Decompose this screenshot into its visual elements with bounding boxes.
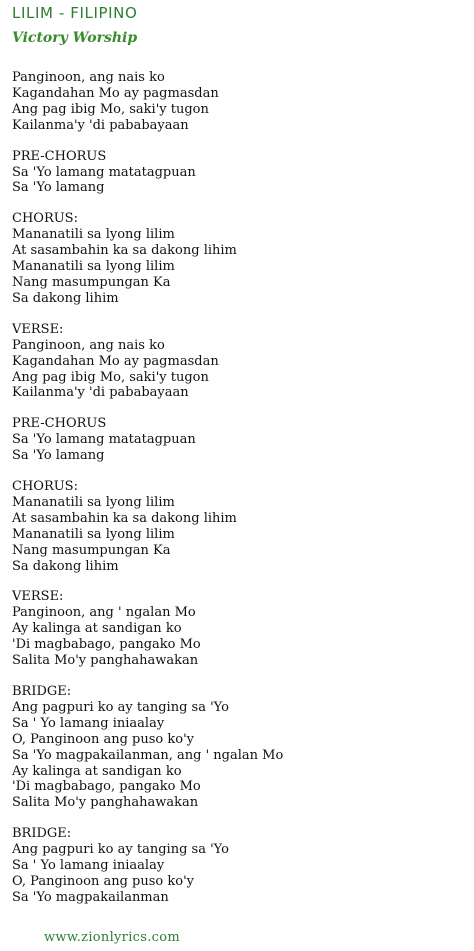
lyric-line: Sa ' Yo lamang iniaalay <box>12 715 165 731</box>
lyric-line: Sa dakong lihim <box>12 558 119 574</box>
lyric-line: Mananatili sa lyong lilim <box>12 494 175 510</box>
lyric-line: At sasambahin ka sa dakong lihim <box>12 510 237 526</box>
lyric-section <box>12 826 467 906</box>
lyric-line: VERSE: <box>12 321 64 337</box>
lyric-line: Ang pagpuri ko ay tanging sa 'Yo <box>12 699 229 715</box>
lyric-line: 'Di magbabago, pangako Mo <box>12 779 201 795</box>
lyric-line: Sa ' Yo lamang iniaalay <box>12 858 165 874</box>
lyric-line: Ang pag ibig Mo, saki'y tugon <box>12 369 209 385</box>
lyric-section <box>12 70 467 134</box>
lyric-line: O, Panginoon ang puso ko'y <box>12 731 194 747</box>
lyric-line: Panginoon, ang nais ko <box>12 337 165 353</box>
website-link[interactable]: www.zionlyrics.com <box>44 930 180 945</box>
lyric-line: At sasambahin ka sa dakong lihim <box>12 243 237 259</box>
lyric-line: Panginoon, ang ' ngalan Mo <box>12 605 196 621</box>
lyric-line: Kagandahan Mo ay pagmasdan <box>12 353 219 369</box>
lyric-section <box>12 479 467 574</box>
lyric-line: CHORUS: <box>12 479 78 495</box>
song-title: LILIM - FILIPINO <box>12 4 138 22</box>
lyric-line: Sa 'Yo magpakailanman, ang ' ngalan Mo <box>12 747 284 763</box>
lyrics-body <box>12 70 467 921</box>
lyric-line: Ang pag ibig Mo, saki'y tugon <box>12 101 209 117</box>
lyric-line: O, Panginoon ang puso ko'y <box>12 873 194 889</box>
lyric-line: Sa 'Yo lamang matatagpuan <box>12 432 196 448</box>
lyric-line: Nang masumpungan Ka <box>12 542 171 558</box>
lyric-section <box>12 149 467 197</box>
lyric-section <box>12 589 467 669</box>
lyric-line: Panginoon, ang nais ko <box>12 70 165 85</box>
lyric-line: Kailanma'y 'di pababayaan <box>12 385 189 401</box>
lyric-line: Salita Mo'y panghahawakan <box>12 653 199 669</box>
lyric-line: Nang masumpungan Ka <box>12 274 171 290</box>
lyric-line: Kagandahan Mo ay pagmasdan <box>12 85 219 101</box>
lyric-line: Sa 'Yo lamang matatagpuan <box>12 164 196 180</box>
lyric-line: PRE-CHORUS <box>12 416 107 432</box>
lyric-line: Mananatili sa lyong lilim <box>12 227 175 243</box>
lyric-line: BRIDGE: <box>12 684 72 699</box>
lyric-line: PRE-CHORUS <box>12 148 107 164</box>
lyric-line: 'Di magbabago, pangako Mo <box>12 637 201 653</box>
lyric-line: CHORUS: <box>12 211 78 227</box>
lyric-line: Ang pagpuri ko ay tanging sa 'Yo <box>12 842 229 858</box>
lyric-line: Mananatili sa lyong lilim <box>12 526 175 542</box>
lyric-line: Sa dakong lihim <box>12 290 119 306</box>
lyric-line: Sa 'Yo lamang <box>12 180 105 196</box>
lyric-section <box>12 416 467 464</box>
lyric-line: BRIDGE: <box>12 826 72 842</box>
lyric-line: Kailanma'y 'di pababayaan <box>12 117 189 133</box>
lyric-line: Ay kalinga at sandigan ko <box>12 763 182 779</box>
lyric-line: VERSE: <box>12 589 64 605</box>
artist-name: Victory Worship <box>12 30 138 46</box>
lyric-line: Ay kalinga at sandigan ko <box>12 621 182 637</box>
lyric-section <box>12 211 467 306</box>
lyric-line: Mananatili sa lyong lilim <box>12 259 175 275</box>
lyric-line: Sa 'Yo lamang <box>12 448 105 464</box>
lyric-line: Sa 'Yo magpakailanman <box>12 889 169 905</box>
lyric-line: Salita Mo'y panghahawakan <box>12 795 199 811</box>
lyric-section <box>12 684 467 811</box>
lyric-section <box>12 322 467 402</box>
